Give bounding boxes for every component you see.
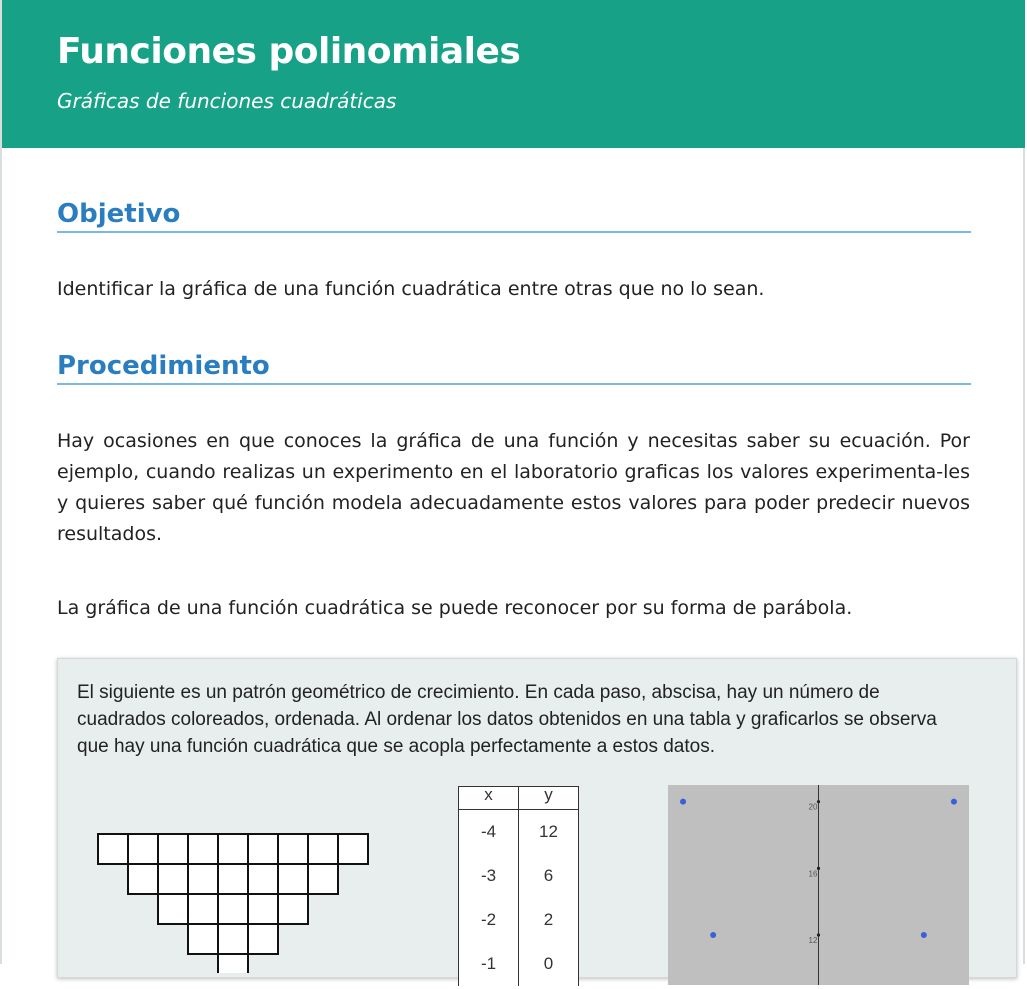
table-row [459,854,579,898]
objective-text: Identificar la gráfica de una función cuadrática entre otras que no lo sean. [57,278,765,300]
procedure-heading: Procedimiento [57,351,971,385]
example-box [57,658,1017,978]
scatter-graph-svg [668,785,969,985]
table-header-y: y [519,787,579,810]
pattern-square [308,834,338,864]
table-cell: -3 [459,854,519,898]
page-subtitle: Gráficas de funciones cuadráticas [57,89,397,113]
table-cell: 12 [519,810,579,855]
table-cell: -2 [459,898,519,942]
pattern-square [158,894,188,924]
pattern-square [248,834,278,864]
data-point [951,799,957,805]
example-text: El siguiente es un patrón geométrico de crecimiento. En cada paso, abscisa, hay un número de cuadrados coloreados, ordenada. Al ordenar los datos obtenidos en una tabla y graficarlos se observa que hay una función cuadrática que se acopla perfectamente a estos datos. [77,682,937,757]
pattern-square [308,864,338,894]
pattern-square [218,834,248,864]
table-header-x: x [459,787,519,810]
pattern-square [338,834,368,864]
procedure-paragraph-2: La gráfica de una función cuadrática se puede reconocer por su forma de parábola. [57,597,853,619]
pattern-square [188,834,218,864]
title-banner [2,0,1025,148]
data-point [921,932,927,938]
y-tick-label: 12 [808,936,818,945]
pattern-square [158,864,188,894]
page-title: Funciones polinomiales [57,31,521,72]
pattern-square [218,864,248,894]
table-cell: -4 [459,810,519,855]
table-cell: 6 [519,854,579,898]
pattern-square [188,924,218,954]
data-point [710,932,716,938]
pattern-square [218,894,248,924]
pattern-square [248,894,278,924]
pattern-square [188,894,218,924]
y-tick-label: 16 [808,869,818,879]
pattern-square [188,864,218,894]
table-cell: 2 [519,898,579,942]
pattern-square [128,864,158,894]
pattern-square [218,924,248,954]
objective-heading: Objetivo [57,199,971,233]
table-cell: -1 [459,942,519,986]
pattern-square [278,864,308,894]
y-tick-label: 20 [808,802,818,812]
square-pattern-figure [97,833,372,973]
table-row [459,898,579,942]
pattern-square [248,924,278,954]
table-cell: 0 [519,942,579,986]
pattern-square [158,834,188,864]
pattern-square [98,834,128,864]
table-row [459,942,579,986]
pattern-square [248,864,278,894]
pattern-square [278,894,308,924]
scatter-graph [668,785,969,985]
table-row [459,810,579,855]
data-point [680,799,686,805]
pattern-square [128,834,158,864]
pattern-square [278,834,308,864]
data-table [458,786,579,986]
procedure-paragraph-1: Hay ocasiones en que conoces la gráfica de una función y necesitas saber su ecuación. Por ejemplo, cuando realizas un experimento en el laboratorio graficas los valores experimenta-les y quieres saber qué función modela adecuadamente estos valores para poder predecir nuevos resultados. [57,430,970,545]
